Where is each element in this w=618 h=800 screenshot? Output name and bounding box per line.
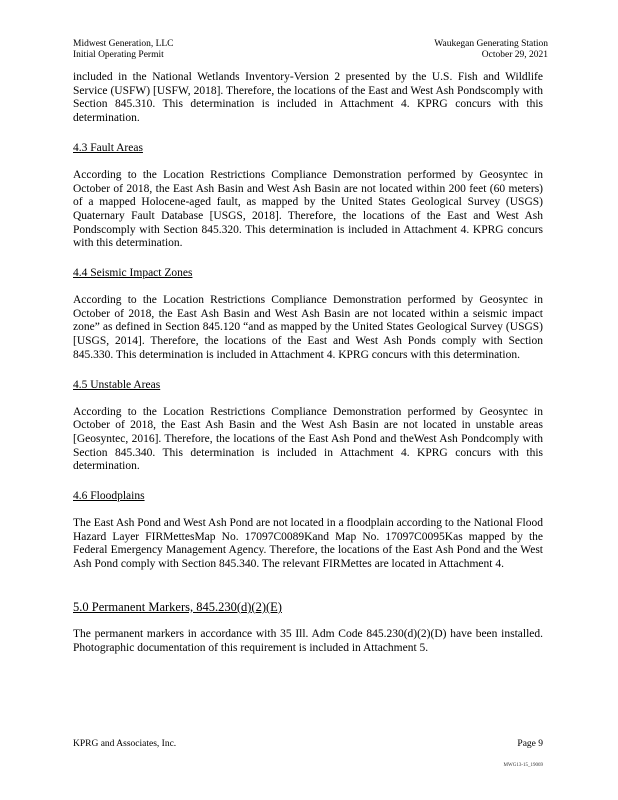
- section-heading-fault-areas: 4.3 Fault Areas: [73, 141, 143, 154]
- section-body-fault-areas: According to the Location Restrictions Compliance Demonstration performed by Geosyntec in October of 2018, the East Ash Basin and West Ash Basin are not located within 200 feet (60 meters) of a mapped Holocene-aged fault, as mapped by the United States Geological Survey (USGS) Quaternary Fault Database [USGS, 2018]. Therefore, the locations of the East and West Ash Pondscomply with Section 845.320. This determination is included in Attachment 4. KPRG concurs with this determination.: [73, 168, 543, 250]
- page-header-right: [434, 39, 548, 61]
- bates-number: MWG13-15_19069: [503, 763, 543, 768]
- company-name: Midwest Generation, LLC: [73, 39, 174, 49]
- page-header-left: [73, 39, 174, 61]
- section-body-seismic-impact-zones: According to the Location Restrictions Compliance Demonstration performed by Geosyntec in October of 2018, the East Ash Basin and West Ash Basin are not located within a seismic impact zone” as defined in Section 845.120 “and as mapped by the United States Geological Survey (USGS) [USGS, 2014]. Therefore, the locations of the East and West Ash Ponds comply with Section 845.330. This determination is included in Attachment 4. KPRG concurs with this determination.: [73, 294, 543, 361]
- section-body-floodplains: The East Ash Pond and West Ash Pond are not located in a floodplain according to the National Flood Hazard Layer FIRMettesMap No. 17097C0089Kand Map No. 17097C0095Kas mapped by the Federal Emergency Management Agency. Therefore, the locations of the East Ash Pond and the West Ash Pond comply with Section 845.340. The relevant FIRMettes are located in Attachment 4.: [73, 517, 543, 571]
- intro-paragraph: included in the National Wetlands Inventory-Version 2 presented by the U.S. Fish and Wildlife Service (USFW) [USFW, 2018]. Therefore, the locations of the East and West Ash Pondscomply with Section 845.310. This determination is included in Attachment 4. KPRG concurs with this determination.: [73, 71, 543, 125]
- section-heading-floodplains: 4.6 Floodplains: [73, 490, 145, 503]
- document-type: Initial Operating Permit: [73, 50, 164, 60]
- section-body-permanent-markers: The permanent markers in accordance with 35 Ill. Adm Code 845.230(d)(2)(D) have been installed. Photographic documentation of this requirement is included in Attachment 5.: [73, 627, 543, 654]
- page-number: Page 9: [517, 739, 543, 749]
- section-body-unstable-areas: According to the Location Restrictions Compliance Demonstration performed by Geosyntec in October of 2018, the East Ash Basin and the West Ash Basin are not located in unstable areas [Geosyntec, 2016]. Therefore, the locations of the East Ash Pond and theWest Ash Pondcomply with Section 845.340. This determination is included in Attachment 4. KPRG concurs with this determination.: [73, 405, 543, 473]
- section-heading-permanent-markers: 5.0 Permanent Markers, 845.230(d)(2)(E): [73, 599, 282, 614]
- document-body: [73, 71, 543, 655]
- station-name: Waukegan Generating Station: [434, 39, 548, 49]
- document-date: October 29, 2021: [481, 50, 548, 60]
- section-heading-unstable-areas: 4.5 Unstable Areas: [73, 378, 161, 391]
- section-heading-seismic-impact-zones: 4.4 Seismic Impact Zones: [73, 267, 193, 280]
- footer-company: KPRG and Associates, Inc.: [73, 739, 177, 749]
